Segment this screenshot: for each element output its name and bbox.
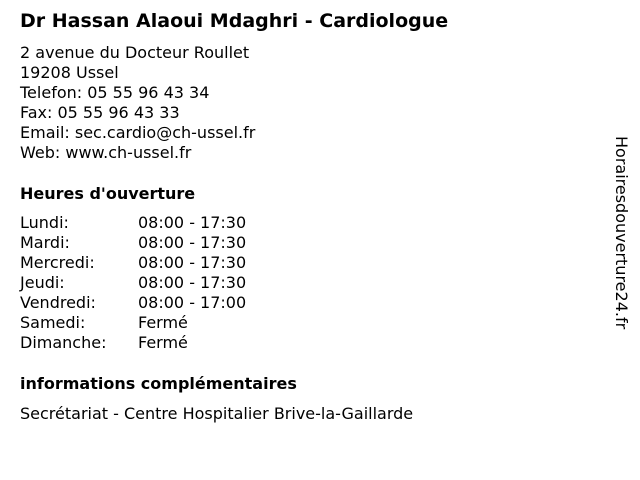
site-watermark: Horairesdouverture24.fr bbox=[612, 136, 631, 330]
time-value: 08:00 - 17:30 bbox=[138, 233, 247, 252]
time-value: Fermé bbox=[138, 333, 188, 352]
hours-row-monday bbox=[20, 213, 246, 233]
time-value: 08:00 - 17:30 bbox=[138, 253, 247, 272]
hours-row-saturday bbox=[20, 313, 246, 333]
opening-hours-list bbox=[20, 213, 246, 353]
contact-block bbox=[20, 43, 255, 163]
additional-info-text: Secrétariat - Centre Hospitalier Brive-la-Gaillarde bbox=[20, 404, 414, 423]
additional-info-heading: informations complémentaires bbox=[20, 374, 297, 393]
day-label: Dimanche: bbox=[20, 333, 107, 352]
address-street: 2 avenue du Docteur Roullet bbox=[20, 43, 250, 62]
hours-row-thursday bbox=[20, 273, 246, 293]
time-value: 08:00 - 17:00 bbox=[138, 293, 247, 312]
time-value: Fermé bbox=[138, 313, 188, 332]
email-address[interactable]: Email: sec.cardio@ch-ussel.fr bbox=[20, 123, 256, 142]
hours-row-sunday bbox=[20, 333, 246, 353]
time-value: 08:00 - 17:30 bbox=[138, 213, 247, 232]
hours-row-tuesday bbox=[20, 233, 246, 253]
phone-number[interactable]: Telefon: 05 55 96 43 34 bbox=[20, 83, 210, 102]
fax-number: Fax: 05 55 96 43 33 bbox=[20, 103, 180, 122]
day-label: Mercredi: bbox=[20, 253, 95, 272]
opening-hours-heading: Heures d'ouverture bbox=[20, 184, 196, 203]
day-label: Lundi: bbox=[20, 213, 69, 232]
website-link[interactable]: Web: www.ch-ussel.fr bbox=[20, 143, 192, 162]
address-city: 19208 Ussel bbox=[20, 63, 119, 82]
day-label: Jeudi: bbox=[20, 273, 65, 292]
hours-row-friday bbox=[20, 293, 246, 313]
day-label: Samedi: bbox=[20, 313, 86, 332]
page-title: Dr Hassan Alaoui Mdaghri - Cardiologue bbox=[20, 10, 449, 32]
hours-row-wednesday bbox=[20, 253, 246, 273]
time-value: 08:00 - 17:30 bbox=[138, 273, 247, 292]
day-label: Vendredi: bbox=[20, 293, 96, 312]
day-label: Mardi: bbox=[20, 233, 70, 252]
